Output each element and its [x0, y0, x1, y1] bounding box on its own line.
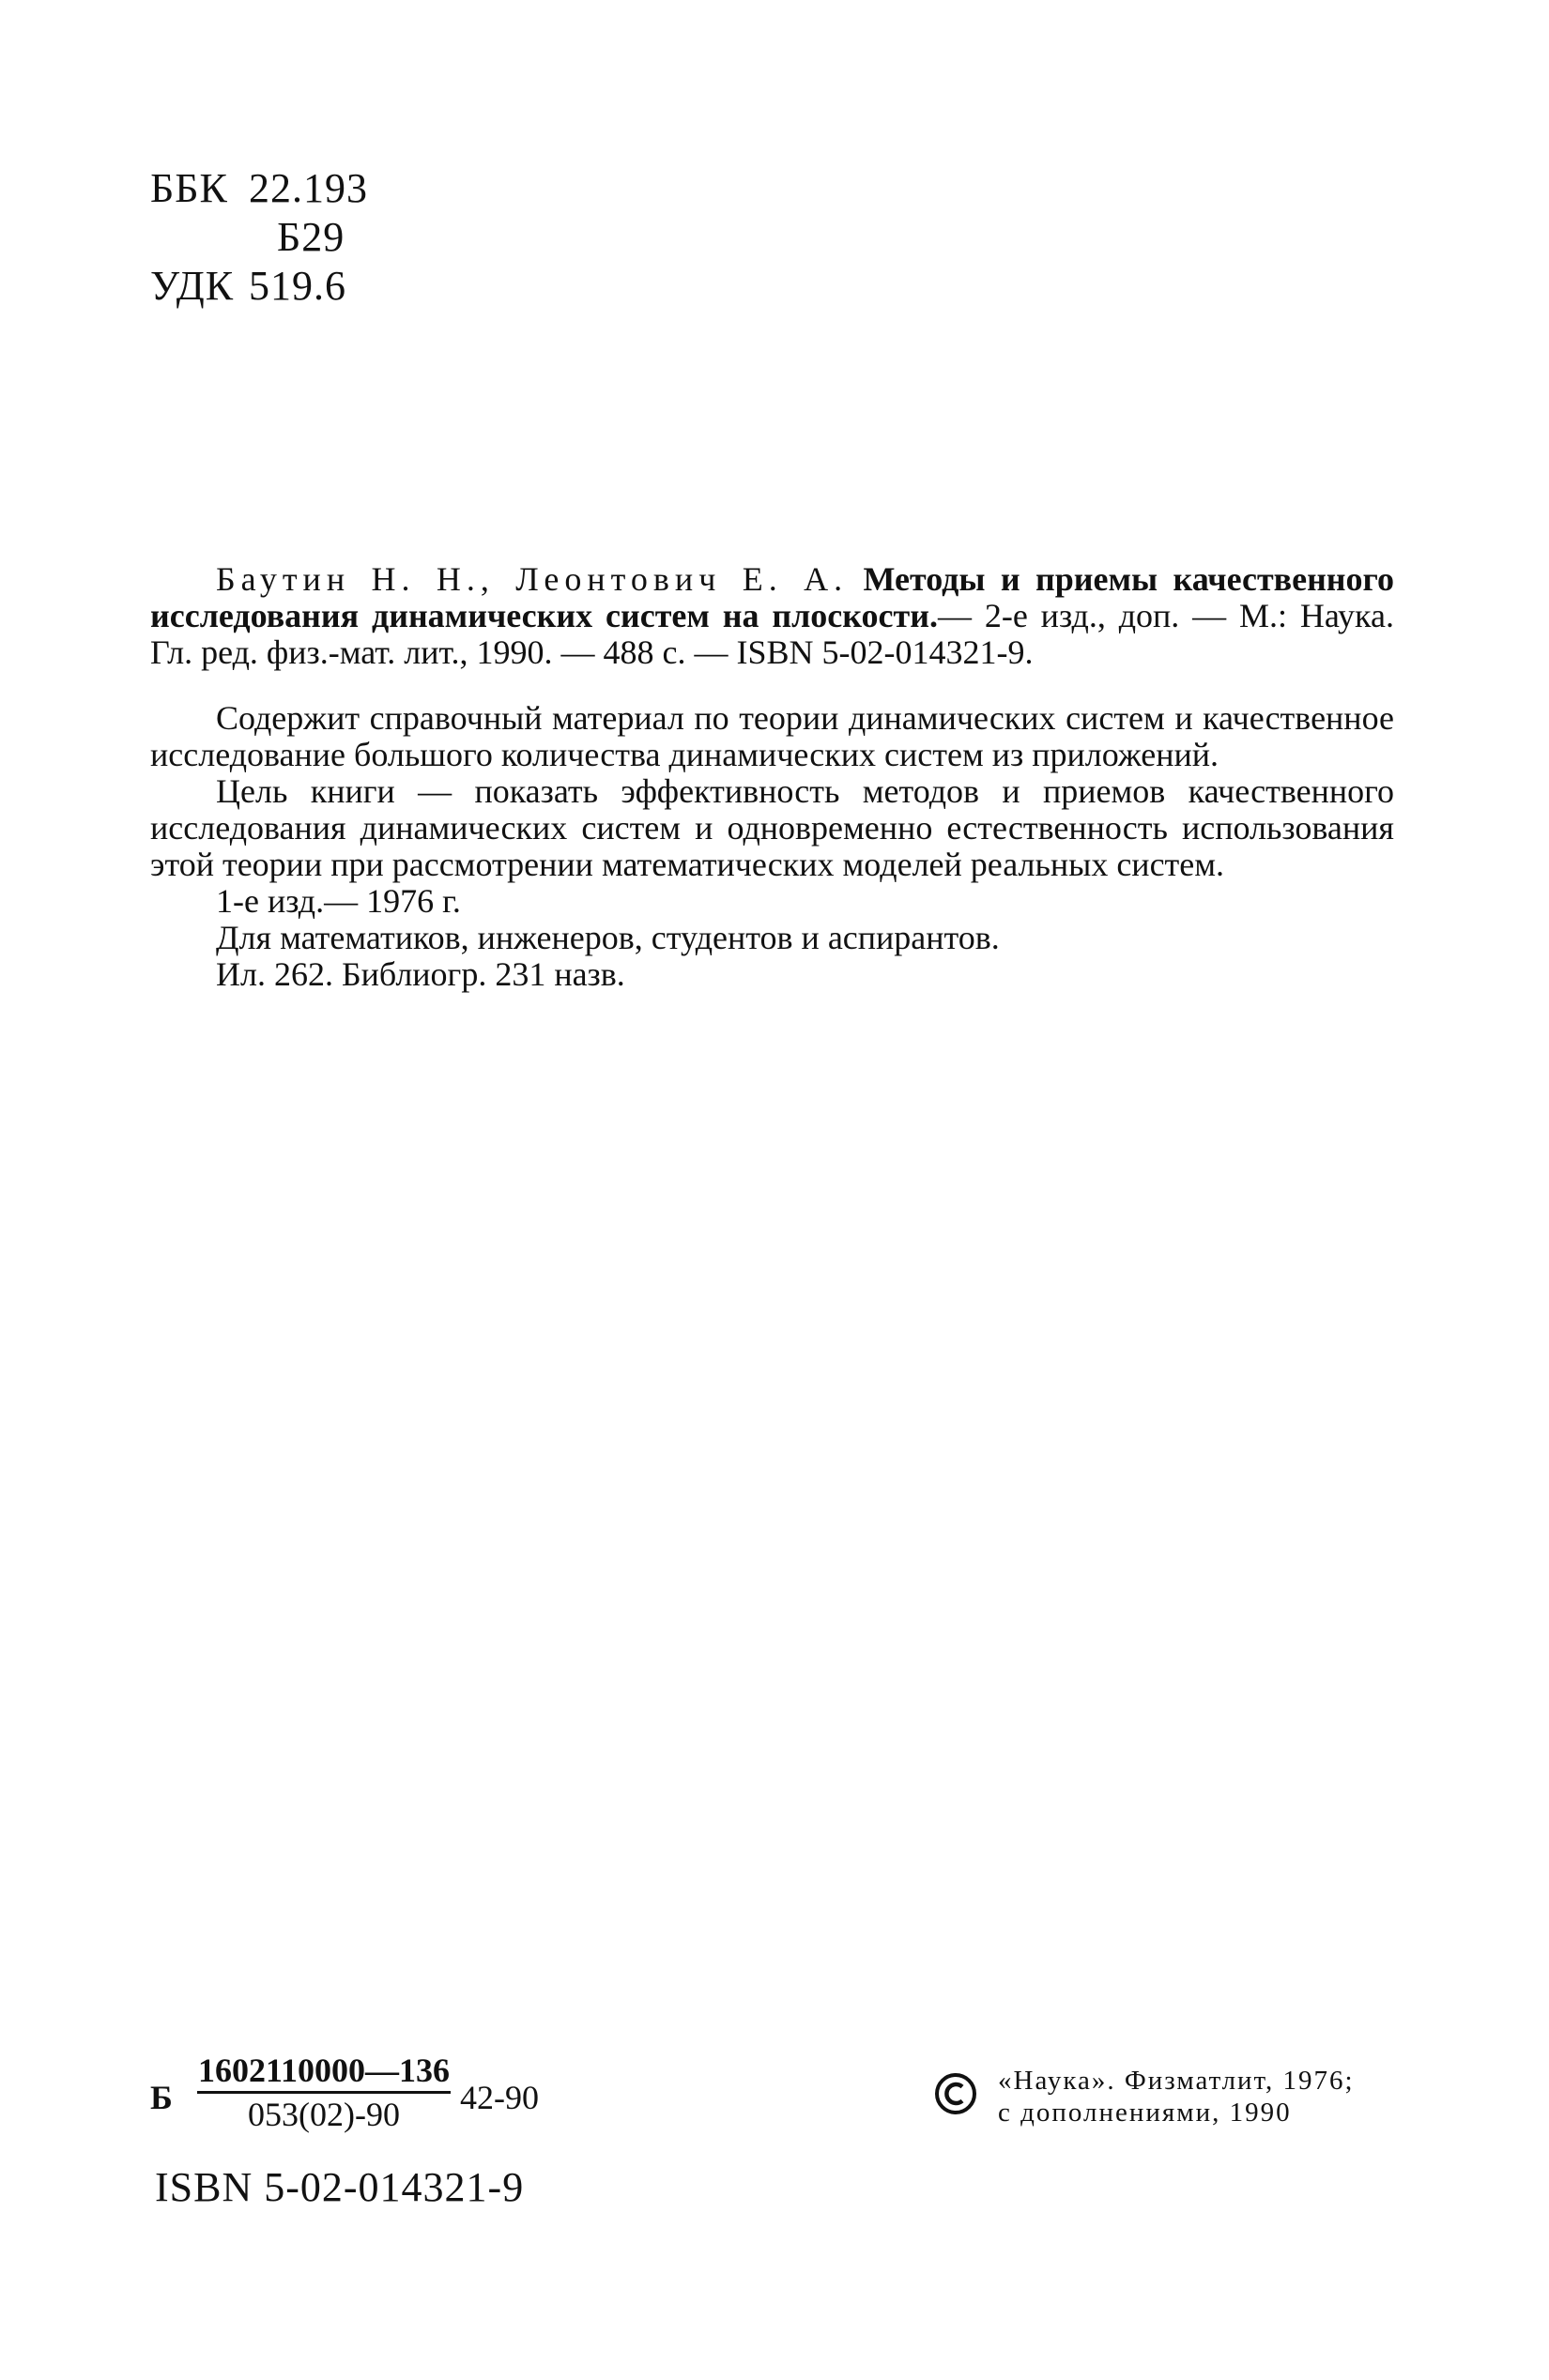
intended-readers: Для математиков, инженеров, студентов и аспирантов. [216, 919, 1000, 956]
annotation-paragraph-1: Содержит справочный материал по теории динамических систем и качественное исследование большого количества динамических систем из приложений. [150, 699, 1394, 773]
bbk-row [150, 164, 368, 213]
copyright-line-1: «Наука». Физматлит, 1976; [998, 2066, 1355, 2096]
author-mark: Б29 [277, 214, 345, 260]
illustrations-bibliography-count: Ил. 262. Библиогр. 231 назв. [216, 955, 625, 993]
index-fraction [197, 2052, 451, 2133]
bbk-label: ББК [150, 165, 228, 211]
bibliographic-entry [150, 561, 1394, 671]
annotation-paragraph-2: Цель книги — показать эффективность методов и приемов качественного исследования динамических систем и одновременно естественность использования этой теории при рассмотрении математических моделей реальных систем. [150, 772, 1394, 883]
index-suffix: 42-90 [460, 2079, 539, 2116]
bibliographic-record [150, 561, 1394, 671]
udk-value: 519.6 [249, 263, 346, 309]
index-letter: Б [150, 2079, 173, 2116]
authors: Баутин Н. Н., Леонтович Е. А. [216, 560, 849, 598]
udk-label: УДК [150, 263, 235, 309]
first-edition-note: 1-е изд.— 1976 г. [216, 882, 461, 920]
copyright-line-2: с дополнениями, 1990 [998, 2098, 1292, 2128]
publication-details: — 2-е изд., доп. — М.: Наука. Гл. ред. физ.-мат. лит., 1990. — 488 с. — ISBN 5-02-014321-9. [150, 597, 1394, 671]
copyright-icon [934, 2072, 977, 2115]
copyright-text [998, 2065, 1355, 2128]
udk-row [150, 262, 368, 311]
classification-block [150, 164, 368, 311]
book-title: Методы и приемы качественного исследования динамических систем на плоскости. [150, 560, 1395, 634]
author-mark-row [150, 213, 368, 262]
index-denominator: 053(02)-90 [248, 2096, 400, 2133]
bbk-value: 22.193 [249, 165, 368, 211]
isbn: ISBN 5-02-014321-9 [155, 2164, 525, 2210]
index-numerator: 1602110000—136 [197, 2052, 450, 2089]
fraction-rule [197, 2091, 451, 2094]
annotation [150, 700, 1394, 993]
